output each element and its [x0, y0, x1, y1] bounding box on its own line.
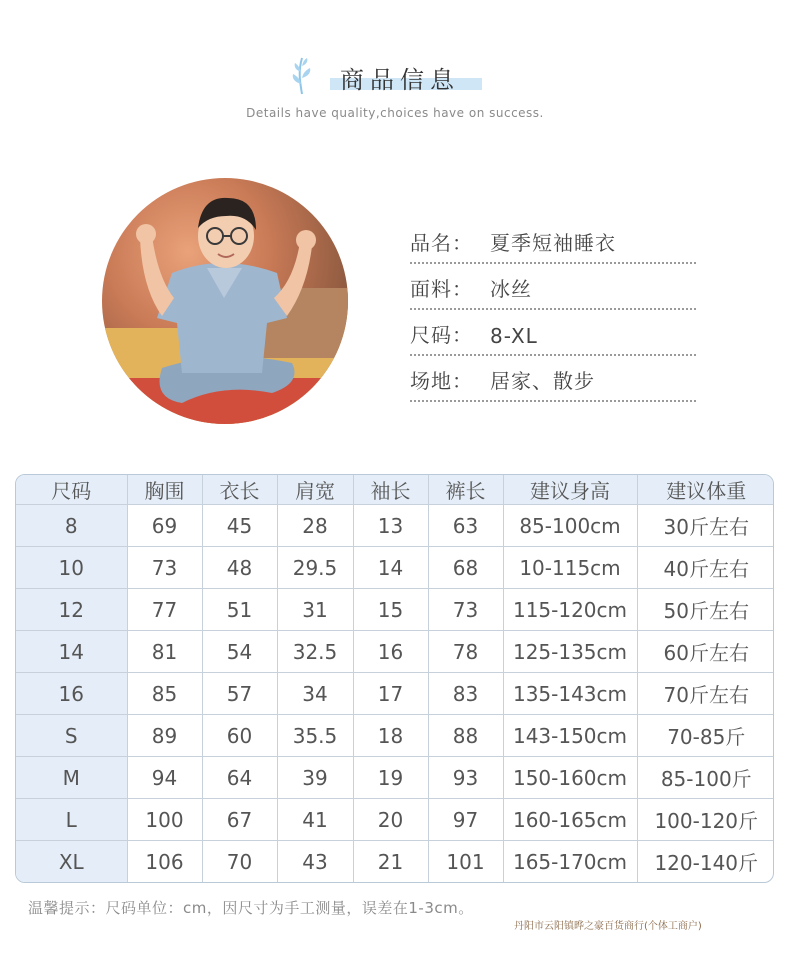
table-header-row: [16, 475, 774, 505]
occasion-row: [410, 356, 696, 402]
table-row: [16, 841, 774, 882]
table-cell: 15: [353, 589, 428, 631]
table-cell: 54: [202, 631, 277, 673]
leaf-icon: [288, 54, 316, 96]
table-cell: 19: [353, 757, 428, 799]
table-cell: 120-140斤: [637, 841, 774, 882]
size-cell: M: [16, 757, 127, 799]
table-cell: 29.5: [277, 547, 353, 589]
table-cell: 165-170cm: [503, 841, 637, 882]
table-cell: 16: [353, 631, 428, 673]
size-table: [16, 475, 774, 882]
table-cell: 64: [202, 757, 277, 799]
size-cell: 8: [16, 505, 127, 547]
table-cell: 40斤左右: [637, 547, 774, 589]
fabric-row: [410, 264, 696, 310]
table-cell: 73: [428, 589, 503, 631]
table-cell: 78: [428, 631, 503, 673]
table-cell: 21: [353, 841, 428, 882]
size-cell: 10: [16, 547, 127, 589]
measurement-note: 温馨提示：尺码单位：cm，因尺寸为手工测量，误差在1-3cm。: [28, 899, 474, 917]
table-cell: 60: [202, 715, 277, 757]
table-cell: 45: [202, 505, 277, 547]
table-cell: 115-120cm: [503, 589, 637, 631]
table-cell: 81: [127, 631, 202, 673]
table-cell: 77: [127, 589, 202, 631]
section-header: [0, 48, 790, 128]
column-header: 建议身高: [503, 475, 637, 505]
column-header: 胸围: [127, 475, 202, 505]
table-row: [16, 631, 774, 673]
column-header: 建议体重: [637, 475, 774, 505]
table-cell: 34: [277, 673, 353, 715]
table-cell: 73: [127, 547, 202, 589]
table-cell: 41: [277, 799, 353, 841]
column-header: 尺码: [16, 475, 127, 505]
table-row: [16, 589, 774, 631]
table-row: [16, 757, 774, 799]
size-range-row: [410, 310, 696, 356]
table-cell: 85-100cm: [503, 505, 637, 547]
info-label: 尺码：: [410, 323, 473, 347]
table-cell: 31: [277, 589, 353, 631]
table-cell: 143-150cm: [503, 715, 637, 757]
column-header: 袖长: [353, 475, 428, 505]
column-header: 肩宽: [277, 475, 353, 505]
table-cell: 85: [127, 673, 202, 715]
table-cell: 69: [127, 505, 202, 547]
info-value: 冰丝: [490, 277, 532, 301]
size-cell: L: [16, 799, 127, 841]
info-label: 面料：: [410, 277, 473, 301]
table-cell: 94: [127, 757, 202, 799]
table-cell: 70斤左右: [637, 673, 774, 715]
table-cell: 10-115cm: [503, 547, 637, 589]
table-cell: 101: [428, 841, 503, 882]
table-cell: 35.5: [277, 715, 353, 757]
table-cell: 32.5: [277, 631, 353, 673]
table-cell: 63: [428, 505, 503, 547]
info-value: 夏季短袖睡衣: [490, 231, 616, 255]
table-cell: 100-120斤: [637, 799, 774, 841]
product-name-row: [410, 218, 696, 264]
table-cell: 13: [353, 505, 428, 547]
table-cell: 106: [127, 841, 202, 882]
table-cell: 67: [202, 799, 277, 841]
table-cell: 48: [202, 547, 277, 589]
table-cell: 43: [277, 841, 353, 882]
table-cell: 125-135cm: [503, 631, 637, 673]
table-cell: 93: [428, 757, 503, 799]
section-title: 商品信息: [340, 66, 460, 94]
store-name: 丹阳市云阳镇晔之豪百货商行(个体工商户): [514, 921, 702, 932]
info-value: 居家、散步: [490, 369, 595, 393]
table-cell: 17: [353, 673, 428, 715]
table-cell: 70-85斤: [637, 715, 774, 757]
size-cell: XL: [16, 841, 127, 882]
table-cell: 135-143cm: [503, 673, 637, 715]
table-cell: 83: [428, 673, 503, 715]
size-cell: S: [16, 715, 127, 757]
table-cell: 97: [428, 799, 503, 841]
table-row: [16, 547, 774, 589]
column-header: 裤长: [428, 475, 503, 505]
table-cell: 70: [202, 841, 277, 882]
size-cell: 12: [16, 589, 127, 631]
table-cell: 28: [277, 505, 353, 547]
info-label: 品名：: [410, 231, 473, 255]
table-cell: 160-165cm: [503, 799, 637, 841]
size-chart: [15, 474, 774, 883]
size-cell: 16: [16, 673, 127, 715]
section-subtitle: Details have quality,choices have on success.: [246, 106, 544, 120]
table-cell: 150-160cm: [503, 757, 637, 799]
table-cell: 30斤左右: [637, 505, 774, 547]
table-cell: 60斤左右: [637, 631, 774, 673]
size-cell: 14: [16, 631, 127, 673]
table-cell: 100: [127, 799, 202, 841]
table-cell: 39: [277, 757, 353, 799]
table-cell: 57: [202, 673, 277, 715]
table-cell: 88: [428, 715, 503, 757]
table-row: [16, 505, 774, 547]
info-label: 场地：: [410, 369, 473, 393]
table-row: [16, 673, 774, 715]
table-row: [16, 715, 774, 757]
product-photo: [102, 178, 348, 424]
column-header: 衣长: [202, 475, 277, 505]
table-cell: 50斤左右: [637, 589, 774, 631]
product-info-list: [410, 218, 696, 402]
table-cell: 85-100斤: [637, 757, 774, 799]
table-cell: 68: [428, 547, 503, 589]
table-cell: 89: [127, 715, 202, 757]
table-row: [16, 799, 774, 841]
table-cell: 51: [202, 589, 277, 631]
table-cell: 20: [353, 799, 428, 841]
table-cell: 18: [353, 715, 428, 757]
child-pajama-illustration: [102, 178, 348, 424]
table-cell: 14: [353, 547, 428, 589]
info-value: 8-XL: [490, 324, 538, 348]
